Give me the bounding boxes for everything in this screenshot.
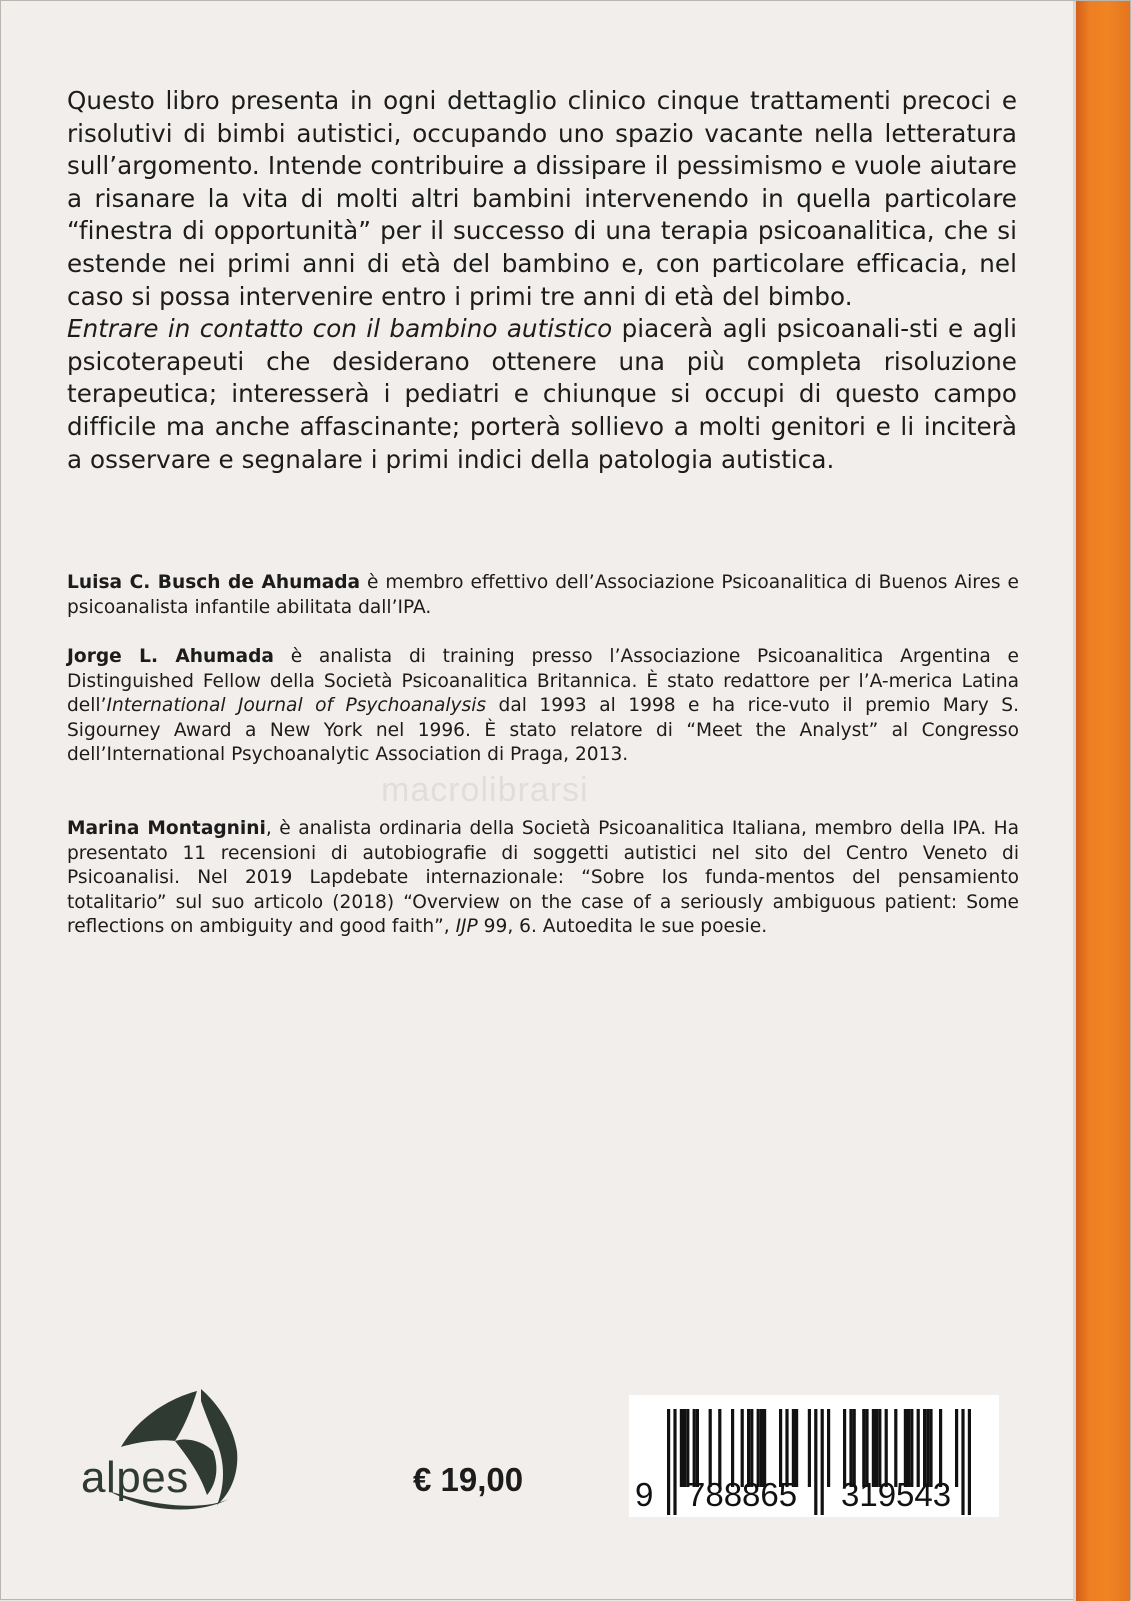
journal-title: International Journal of Psychoanalysis — [106, 695, 487, 717]
logo-left-peak — [121, 1391, 197, 1447]
author-name: Jorge L. Ahumada — [67, 646, 274, 667]
barcode-bar — [680, 1409, 683, 1487]
author-bio-text: è membro effettivo dell’Associazione Psicoanalitica di Buenos Aires e psicoanalista infantile abilitata dall’IPA. — [67, 572, 1019, 618]
barcode-bar — [683, 1409, 686, 1487]
blurb-paragraph-1: Questo libro presenta in ogni dettaglio clinico cinque trattamenti precoci e risolutivi di bimbi autistici, occupando uno spazio vacante nella letteratura sull’argomento. Intende contribuire a dissipare il pessimismo e vuole aiutare a risanare la vita di molti altri bambini intervenendo in quella particolare “finestra di opportunità” per il successo di una terapia psicoanalitica, che si estende nei primi anni di età del bambino e, con particolare efficacia, nel caso si possa intervenire entro i primi tre anni di età del bimbo. — [67, 86, 1017, 311]
barcode-bar — [955, 1409, 958, 1487]
author-bio-text: dal 1993 al 1998 e ha rice-vuto il premio Mary S. Sigourney Award a New York nel 1996. È stato relatore di “Meet the Analyst” al Congresso dell’International Psychoanalytic Association di Praga, 2013. — [67, 695, 1019, 766]
price: € 19,00 — [413, 1461, 524, 1498]
book-title-italic: Entrare in contatto con il bambino autistico — [67, 314, 613, 344]
barcode-bar — [808, 1409, 811, 1487]
isbn-first-digit: 9 — [635, 1476, 654, 1513]
watermark: macrolibrarsi — [381, 771, 589, 809]
blurb — [67, 85, 1017, 476]
barcode-bar — [821, 1409, 824, 1515]
journal-abbrev: IJP — [455, 916, 478, 938]
author-bio-ahumada — [67, 645, 1019, 768]
author-name: Marina Montagnini — [67, 818, 266, 839]
isbn-right-group: 319543 — [841, 1476, 952, 1513]
barcode-bar — [827, 1409, 830, 1487]
barcode-bar — [814, 1409, 817, 1515]
author-bio-busch — [67, 571, 1019, 620]
barcode-bar — [667, 1409, 670, 1515]
blurb-paragraph-2 — [67, 313, 1017, 476]
orange-spine — [1076, 1, 1130, 1601]
author-bio-text: , è analista ordinaria della Società Psicoanalitica Italiana, membro della IPA. Ha presentato 11 recensioni di autobiografie di soggetti autistici nel sito del Centro Veneto di Psicoanalisi. Nel 2019 Lapdebate internazionale: “Sobre los funda-mentos del pensamiento totalitario” sul suo articolo (2018) “Overview on the case of a seriously ambiguous patient: Some reflections on ambiguity and good faith”, — [67, 818, 1019, 938]
blurb-paragraph-2-text: piacerà agli psicoanali-sti e agli psicoterapeuti che desiderano ottenere una più completa risoluzione terapeutica; interesserà i pediatri e chiunque si occupi di questo campo difficile ma anche affascinante; porterà sollievo a molti genitori e li inciterà a osservare e segnalare i primi indici della patologia autistica. — [67, 314, 1018, 474]
barcode-bar — [961, 1409, 964, 1515]
author-name: Luisa C. Busch de Ahumada — [67, 572, 361, 593]
barcode-bar — [673, 1409, 676, 1515]
isbn-left-group: 788865 — [687, 1476, 798, 1513]
author-bio-montagnini — [67, 817, 1019, 940]
author-bio-text: 99, 6. Autoedita le sue poesie. — [477, 916, 768, 938]
author-bio-text: è analista di training presso l’Associazione Psicoanalitica Argentina e Distinguished Fellow della Società Psicoanalitica Britannica. È stato redattore per l’A-merica Latina dell’ — [67, 646, 1019, 717]
publisher-name: alpes — [81, 1453, 189, 1502]
barcode-bar — [968, 1409, 971, 1515]
